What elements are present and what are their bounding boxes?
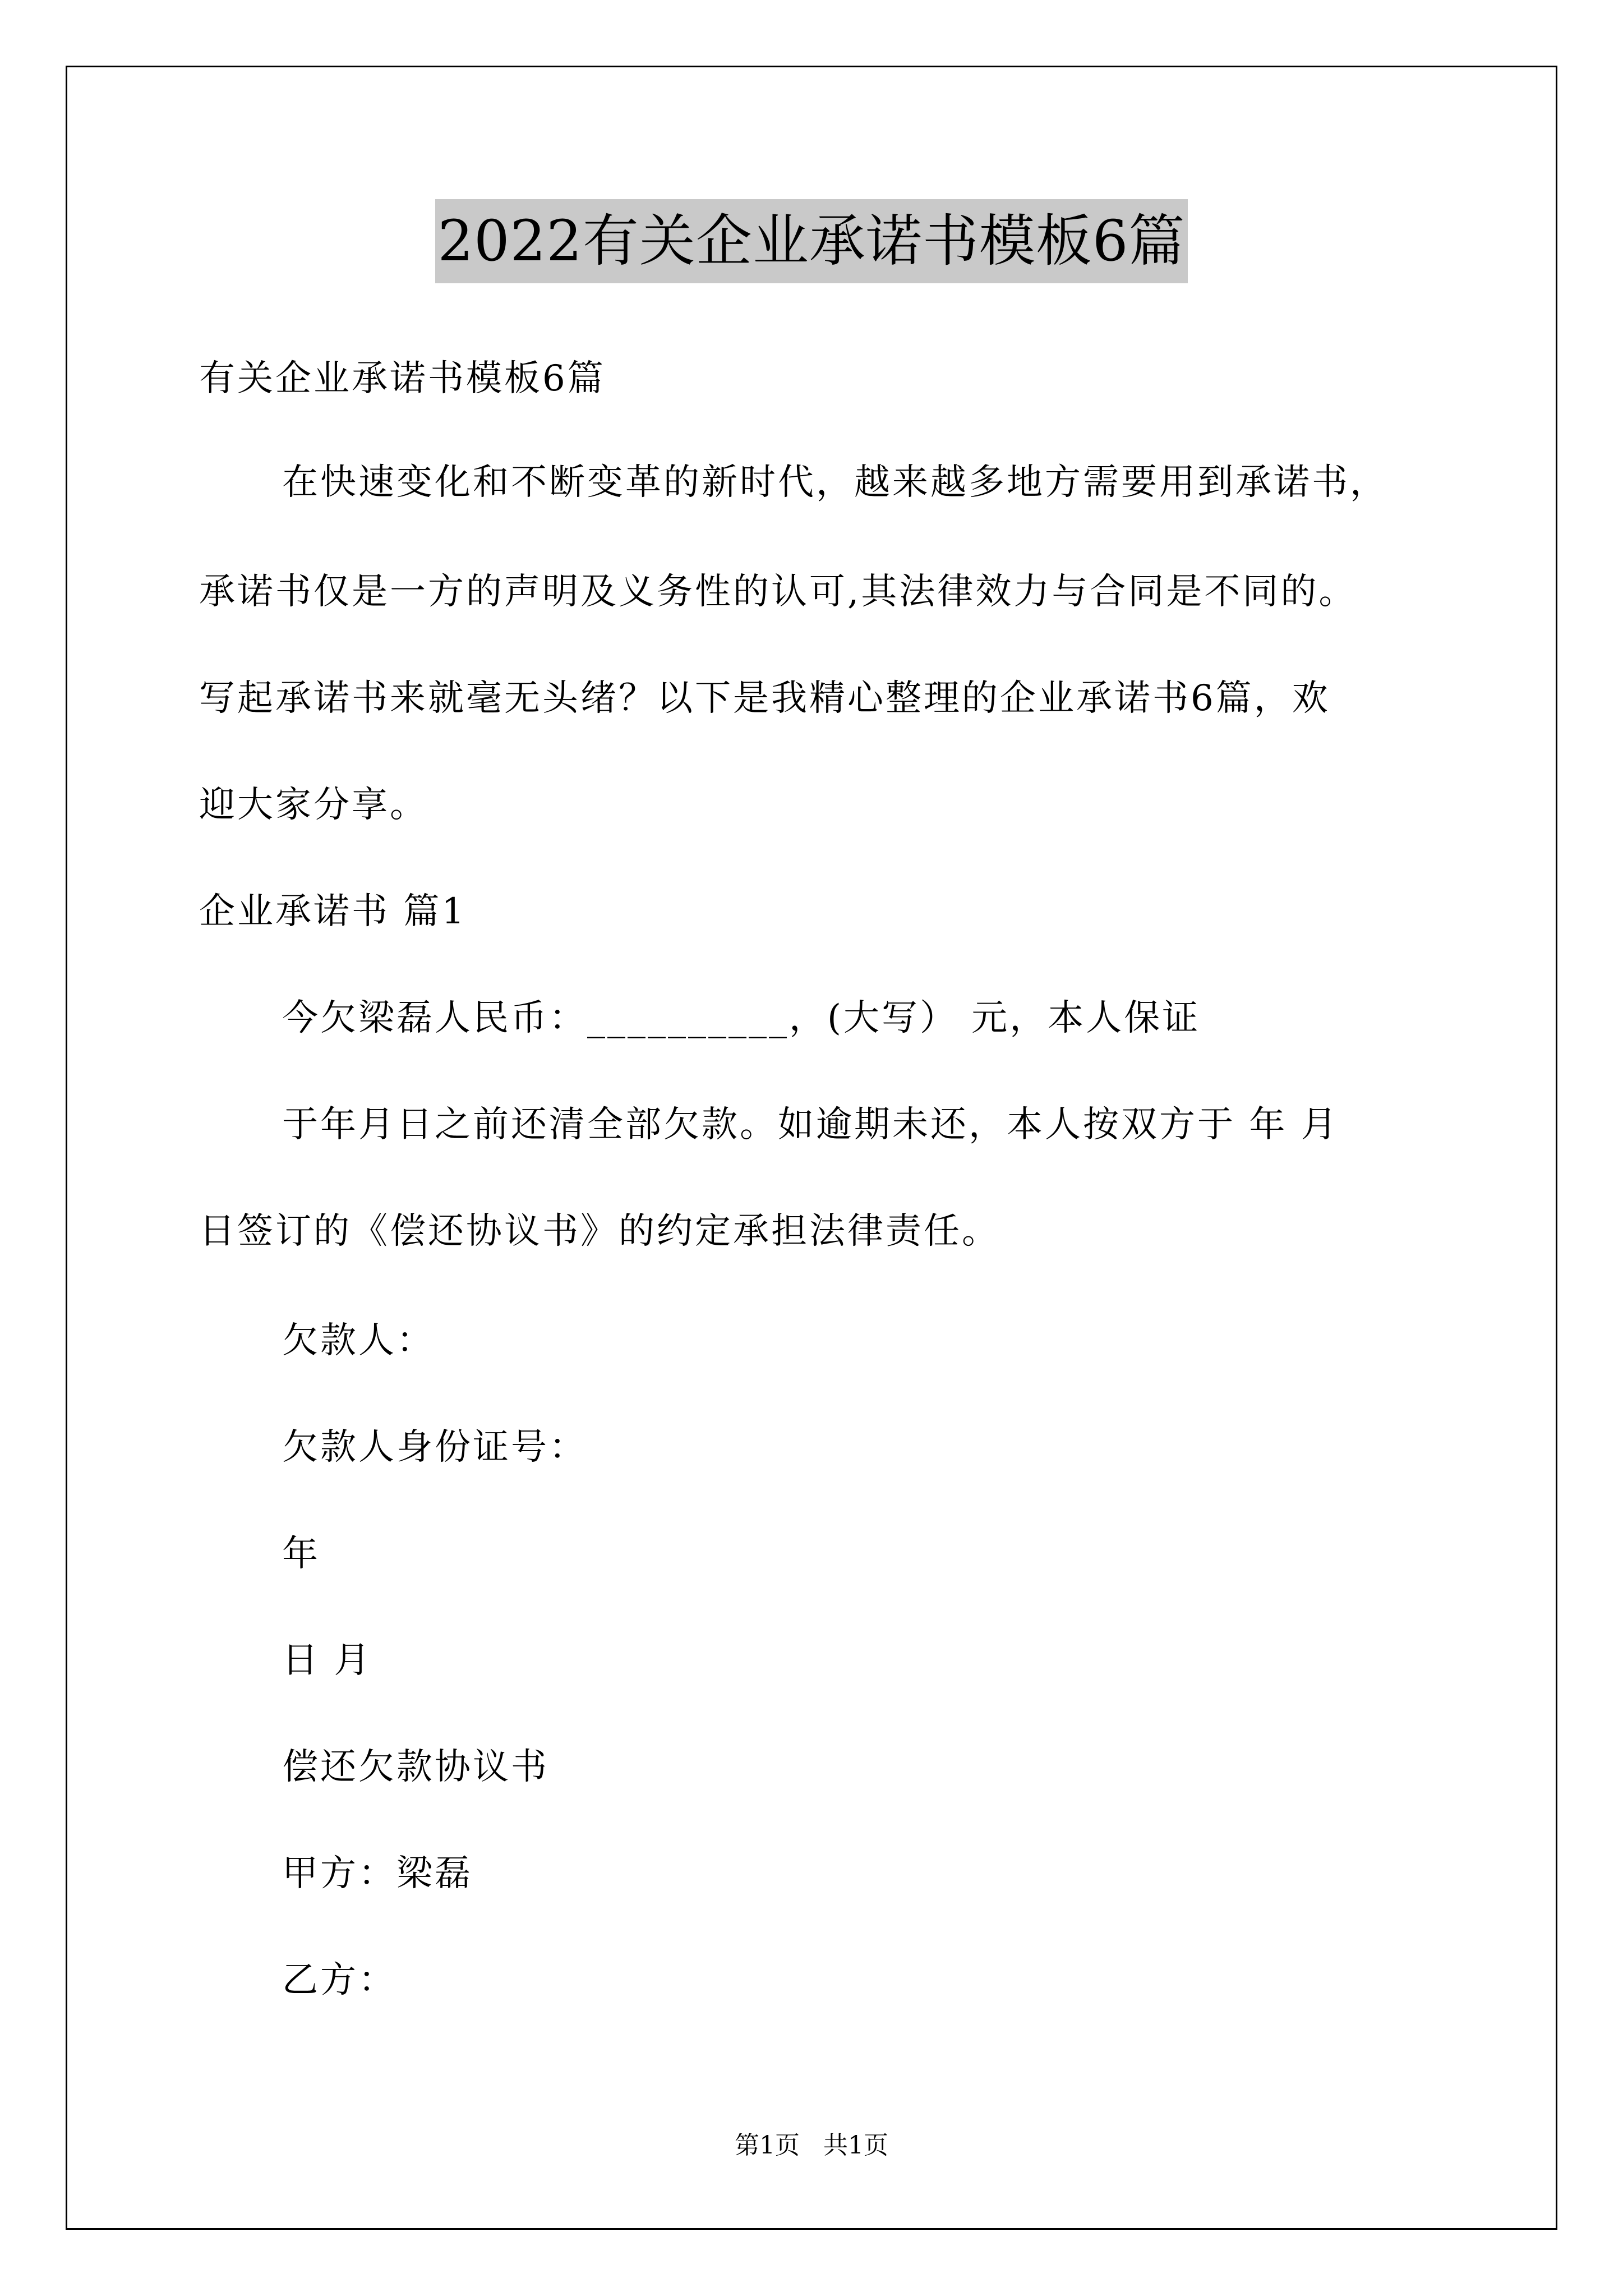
party-a-line: 甲方：梁磊 (282, 1853, 473, 1894)
agreement-heading: 偿还欠款协议书 (282, 1746, 549, 1788)
intro-paragraph-line-1: 在快速变化和不断变革的新时代，越来越多地方需要用到承诺书， (282, 462, 1388, 503)
year-label: 年 (282, 1533, 320, 1575)
intro-paragraph-line-2: 承诺书仅是一方的声明及义务性的认可,其法律效力与合同是不同的。 (199, 571, 1357, 613)
party-b-line: 乙方： (282, 1959, 396, 2001)
debt-paragraph-line-1: 今欠梁磊人民币：__________，(大写） 元，本人保证 (282, 997, 1201, 1039)
debt-paragraph-line-3: 日签订的《偿还协议书》的约定承担法律责任。 (199, 1211, 1000, 1252)
page-footer: 第1页 共1页 (735, 2131, 888, 2160)
debtor-label: 欠款人： (282, 1320, 435, 1361)
debtor-id-label: 欠款人身份证号： (282, 1427, 587, 1468)
day-month-label: 日 月 (282, 1640, 372, 1681)
intro-paragraph-line-3: 写起承诺书来就毫无头绪？以下是我精心整理的企业承诺书6篇，欢 (199, 678, 1330, 719)
subtitle-line: 有关企业承诺书模板6篇 (199, 358, 606, 399)
title-wrapper (0, 199, 1623, 283)
intro-paragraph-line-4: 迎大家分享。 (199, 784, 428, 826)
debt-paragraph-line-2: 于年月日之前还清全部欠款。如逾期未还，本人按双方于 年 月 (282, 1104, 1339, 1145)
document-title: 2022有关企业承诺书模板6篇 (435, 199, 1187, 283)
section-heading: 企业承诺书 篇1 (199, 891, 467, 932)
